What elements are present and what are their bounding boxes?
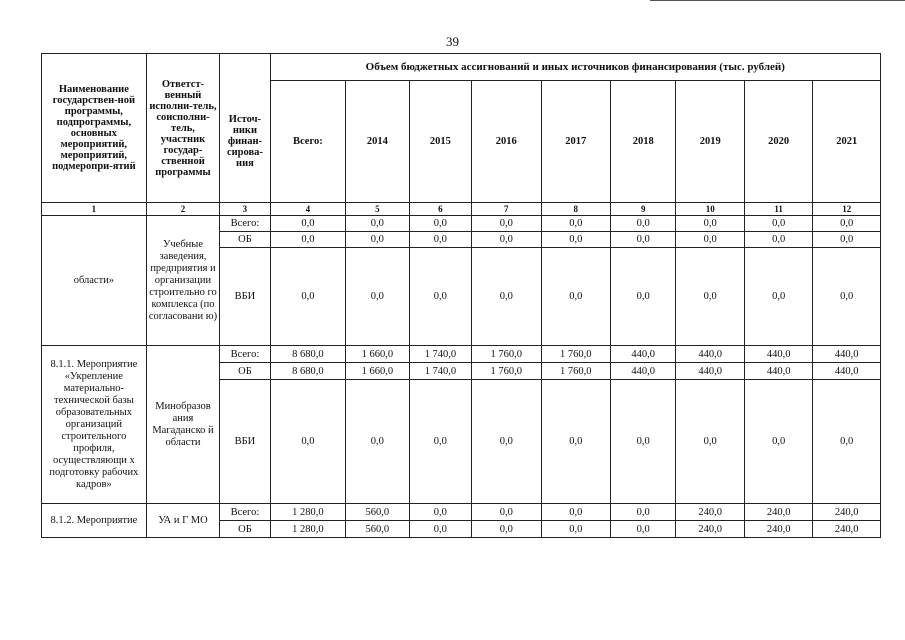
value-cell: 0,0 (541, 248, 610, 346)
value-cell: 0,0 (813, 232, 881, 248)
table-row (42, 504, 881, 521)
column-number: 1 (42, 203, 147, 216)
value-cell: 1 740,0 (409, 346, 471, 363)
header-year: 2015 (409, 81, 471, 203)
value-cell: 560,0 (346, 504, 409, 521)
value-cell: 440,0 (813, 346, 881, 363)
value-cell: 0,0 (409, 504, 471, 521)
value-cell: 0,0 (472, 504, 541, 521)
value-cell: 560,0 (346, 521, 409, 538)
executor-cell: УА и Г МО (146, 504, 220, 538)
value-cell: 8 680,0 (270, 363, 346, 380)
value-cell: 0,0 (270, 232, 346, 248)
value-cell: 440,0 (744, 363, 812, 380)
value-cell: 0,0 (409, 380, 471, 504)
value-cell: 0,0 (611, 504, 676, 521)
table-row (42, 346, 881, 363)
value-cell: 1 740,0 (409, 363, 471, 380)
value-cell: 0,0 (611, 521, 676, 538)
column-number: 4 (270, 203, 346, 216)
column-number: 7 (472, 203, 541, 216)
value-cell: 440,0 (611, 346, 676, 363)
value-cell: 0,0 (611, 232, 676, 248)
program-name-cell: области» (42, 216, 147, 346)
value-cell: 1 760,0 (541, 346, 610, 363)
source-cell: ВБИ (220, 248, 270, 346)
header-year: 2014 (346, 81, 409, 203)
header-total: Всего: (270, 81, 346, 203)
value-cell: 0,0 (676, 232, 744, 248)
header-name: Наименование государствен-ной программы, подпрограммы, основных мероприятий, мероприятий, подмеропри-ятий (42, 54, 147, 203)
value-cell: 0,0 (541, 216, 610, 232)
value-cell: 0,0 (270, 380, 346, 504)
header-year: 2020 (744, 81, 812, 203)
value-cell: 0,0 (744, 248, 812, 346)
value-cell: 0,0 (611, 248, 676, 346)
value-cell: 1 760,0 (472, 346, 541, 363)
value-cell: 0,0 (270, 216, 346, 232)
value-cell: 0,0 (346, 248, 409, 346)
value-cell: 0,0 (346, 380, 409, 504)
source-cell: ОБ (220, 521, 270, 538)
value-cell: 240,0 (813, 504, 881, 521)
executor-cell: Учебные заведения, предприятия и организации строительно го комплекса (по согласовани ю) (146, 216, 220, 346)
value-cell: 0,0 (611, 216, 676, 232)
source-cell: ОБ (220, 232, 270, 248)
value-cell: 0,0 (813, 248, 881, 346)
value-cell: 1 660,0 (346, 363, 409, 380)
value-cell: 0,0 (611, 380, 676, 504)
source-cell: ОБ (220, 363, 270, 380)
value-cell: 0,0 (541, 380, 610, 504)
header-source: Источ-ники финан-сирова-ния (220, 81, 270, 203)
value-cell: 0,0 (541, 521, 610, 538)
header-volume: Объем бюджетных ассигнований и иных источников финансирования (тыс. рублей) (270, 54, 880, 81)
value-cell: 0,0 (346, 232, 409, 248)
value-cell: 0,0 (472, 380, 541, 504)
value-cell: 0,0 (813, 380, 881, 504)
executor-cell: Минобразов ания Магаданско й области (146, 346, 220, 504)
value-cell: 0,0 (409, 521, 471, 538)
value-cell: 1 280,0 (270, 504, 346, 521)
program-name-cell: 8.1.2. Мероприятие (42, 504, 147, 538)
table-row (42, 216, 881, 232)
column-number: 11 (744, 203, 812, 216)
value-cell: 0,0 (472, 216, 541, 232)
value-cell: 240,0 (676, 521, 744, 538)
value-cell: 0,0 (472, 232, 541, 248)
header-source-top (220, 54, 270, 81)
column-number: 12 (813, 203, 881, 216)
value-cell: 0,0 (409, 248, 471, 346)
value-cell: 0,0 (409, 232, 471, 248)
value-cell: 440,0 (611, 363, 676, 380)
value-cell: 0,0 (676, 380, 744, 504)
top-rule (650, 0, 905, 1)
column-number: 8 (541, 203, 610, 216)
value-cell: 0,0 (813, 216, 881, 232)
value-cell: 240,0 (676, 504, 744, 521)
value-cell: 240,0 (813, 521, 881, 538)
source-cell: ВБИ (220, 380, 270, 504)
value-cell: 1 280,0 (270, 521, 346, 538)
header-year: 2018 (611, 81, 676, 203)
value-cell: 0,0 (744, 380, 812, 504)
column-number: 6 (409, 203, 471, 216)
header-executor: Ответст-венный исполни-тель, соисполни-тель, участник государ-ственной программы (146, 54, 220, 203)
program-name-cell: 8.1.1. Мероприятие «Укрепление материально-технической базы образовательных организаций строительного профиля, осуществляющи х подготовку рабочих кадров» (42, 346, 147, 504)
value-cell: 240,0 (744, 504, 812, 521)
value-cell: 0,0 (472, 248, 541, 346)
header-year: 2017 (541, 81, 610, 203)
value-cell: 0,0 (472, 521, 541, 538)
value-cell: 0,0 (270, 248, 346, 346)
value-cell: 0,0 (541, 232, 610, 248)
header-year: 2016 (472, 81, 541, 203)
value-cell: 0,0 (744, 216, 812, 232)
value-cell: 240,0 (744, 521, 812, 538)
source-cell: Всего: (220, 216, 270, 232)
column-number: 5 (346, 203, 409, 216)
value-cell: 1 660,0 (346, 346, 409, 363)
source-cell: Всего: (220, 504, 270, 521)
value-cell: 440,0 (744, 346, 812, 363)
value-cell: 0,0 (676, 248, 744, 346)
value-cell: 1 760,0 (541, 363, 610, 380)
column-number: 2 (146, 203, 220, 216)
header-year: 2021 (813, 81, 881, 203)
column-number: 9 (611, 203, 676, 216)
value-cell: 440,0 (676, 346, 744, 363)
value-cell: 8 680,0 (270, 346, 346, 363)
header-year: 2019 (676, 81, 744, 203)
column-number: 10 (676, 203, 744, 216)
source-cell: Всего: (220, 346, 270, 363)
value-cell: 0,0 (409, 216, 471, 232)
value-cell: 0,0 (541, 504, 610, 521)
value-cell: 0,0 (346, 216, 409, 232)
page-number: 39 (446, 34, 459, 49)
value-cell: 440,0 (676, 363, 744, 380)
value-cell: 1 760,0 (472, 363, 541, 380)
value-cell: 0,0 (676, 216, 744, 232)
value-cell: 440,0 (813, 363, 881, 380)
column-number: 3 (220, 203, 270, 216)
budget-table (41, 53, 881, 538)
value-cell: 0,0 (744, 232, 812, 248)
